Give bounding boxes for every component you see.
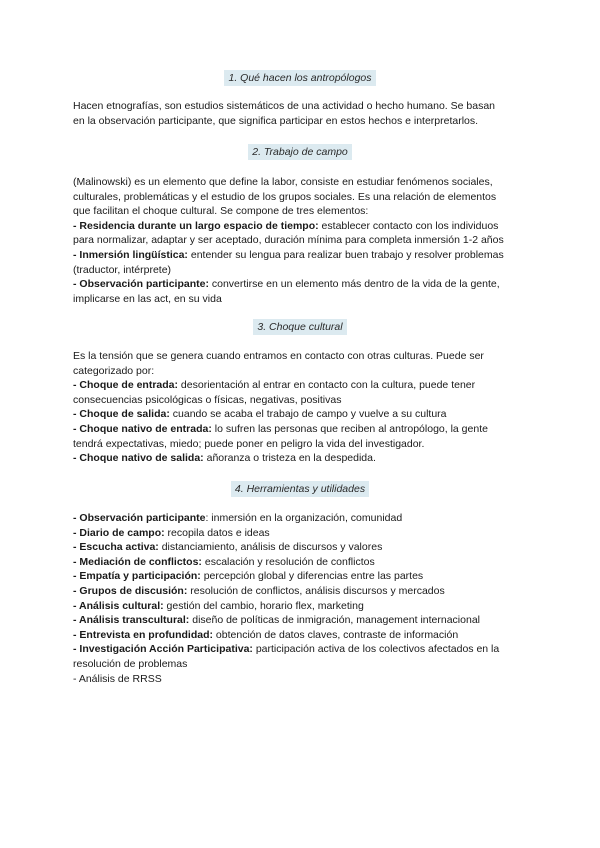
paragraph-line: categorizado por: [73,364,155,377]
list-item-text: lo sufren las personas que reciben al antropólogo, la gente [211,422,488,435]
list-item-text: recopila datos e ideas [164,526,270,539]
section-3-body [73,349,527,466]
list-item-term: - Choque de entrada: [73,379,179,392]
list-item-text: desorientación al entrar en contacto con la cultura, puede tener [178,379,476,392]
section-heading-2 [0,146,600,158]
paragraph-line: en la observación participante, que significa participar en estos hechos e interpretarlos. [73,114,479,127]
list-item-text: entender su lengua para realizar buen trabajo y resolver problemas [187,248,504,261]
list-item-term: - Choque nativo de salida: [73,452,204,465]
section-heading-1-text: 1. Qué hacen los antropólogos [224,70,375,86]
list-item-continuation: consecuencias psicológicas o físicas, negativas, positivas [73,393,342,406]
list-item-text: diseño de políticas de inmigración, management internacional [189,614,480,627]
list-item-term: - Empatía y participación: [73,570,201,583]
section-1-body [73,99,527,128]
list-item [73,378,527,393]
list-item-term: - Investigación Acción Participativa: [73,643,253,656]
list-item-term: - Escucha activa: [73,541,159,554]
section-4-body [73,511,527,686]
paragraph-line: que facilitan el choque cultural. Se compone de tres elementos: [73,205,369,218]
list-item [73,511,527,526]
list-item [73,599,527,614]
list-item [73,407,527,422]
list-item-text: escalación y resolución de conflictos [201,555,375,568]
paragraph-line: Es la tensión que se genera cuando entramos en contacto con otras culturas. Puede ser [73,350,484,362]
list-item-text: añoranza o tristeza en la despedida. [203,452,376,465]
list-item-text: participación activa de los colectivos afectados en la [252,643,500,656]
section-heading-3-text: 3. Choque cultural [253,319,346,335]
list-item [73,540,527,555]
list-item-text: establecer contacto con los individuos [318,219,499,232]
section-2-body [73,175,527,306]
list-item-term: - Análisis cultural: [73,599,164,612]
list-item-continuation: resolución de problemas [73,657,188,670]
list-item-continuation: implicarse en las act, en su vida [73,292,222,305]
list-item [73,642,527,657]
list-item-continuation: para normalizar, adaptar y ser aceptado, duración mínima para completa inmersión 1-2 años [73,234,504,247]
list-item [73,219,527,234]
list-item-term: - Observación participante [73,512,206,524]
list-item: - Análisis de RRSS [73,672,162,685]
list-item-text: resolución de conflictos, análisis discursos y mercados [187,584,445,597]
list-item-text: distanciamiento, análisis de discursos y valores [158,541,383,554]
list-item-term: - Choque nativo de entrada: [73,422,212,435]
list-item-term: - Mediación de conflictos: [73,555,202,568]
section-heading-3 [0,321,600,333]
list-item-term: - Grupos de discusión: [73,584,188,597]
list-item-continuation: (traductor, intérprete) [73,263,172,276]
list-item [73,569,527,584]
section-heading-2-text: 2. Trabajo de campo [248,144,352,160]
list-item-term: - Inmersión lingüística: [73,248,188,261]
list-item-text: cuando se acaba el trabajo de campo y vuelve a su cultura [169,408,447,421]
section-heading-4-text: 4. Herramientas y utilidades [231,481,369,497]
list-item [73,584,527,599]
list-item-text: : inmersión en la organización, comunidad [205,512,403,524]
section-heading-1 [0,72,600,84]
list-item-term: - Entrevista en profundidad: [73,628,214,641]
paragraph-line: (Malinowski) es un elemento que define la labor, consiste en estudiar fenómenos sociales, [73,176,493,188]
list-item [73,555,527,570]
list-item-text: gestión del cambio, horario flex, marketing [163,599,364,612]
paragraph-line: culturales, problemáticas y el estudio de los grupos sociales. Es una relación de elementos [73,190,497,203]
list-item [73,422,527,437]
list-item-text: convertirse en un elemento más dentro de la vida de la gente, [208,278,500,291]
list-item [73,613,527,628]
list-item-continuation: tendrá expectativas, miedo; puede poner en peligro la vida del investigador. [73,437,425,450]
list-item [73,248,527,263]
list-item-text: percepción global y diferencias entre las partes [200,570,424,583]
list-item-term: - Análisis transcultural: [73,614,190,627]
list-item [73,526,527,541]
list-item-text: obtención de datos claves, contraste de información [213,628,459,641]
section-heading-4 [0,483,600,495]
list-item-term: - Choque de salida: [73,408,170,421]
paragraph-line: Hacen etnografías, son estudios sistemáticos de una actividad o hecho humano. Se basan [73,100,496,112]
list-item-term: - Diario de campo: [73,526,165,539]
list-item-term: - Observación participante: [73,278,209,291]
list-item [73,451,527,466]
list-item-term: - Residencia durante un largo espacio de tiempo: [73,219,319,232]
list-item [73,628,527,643]
list-item [73,277,527,292]
